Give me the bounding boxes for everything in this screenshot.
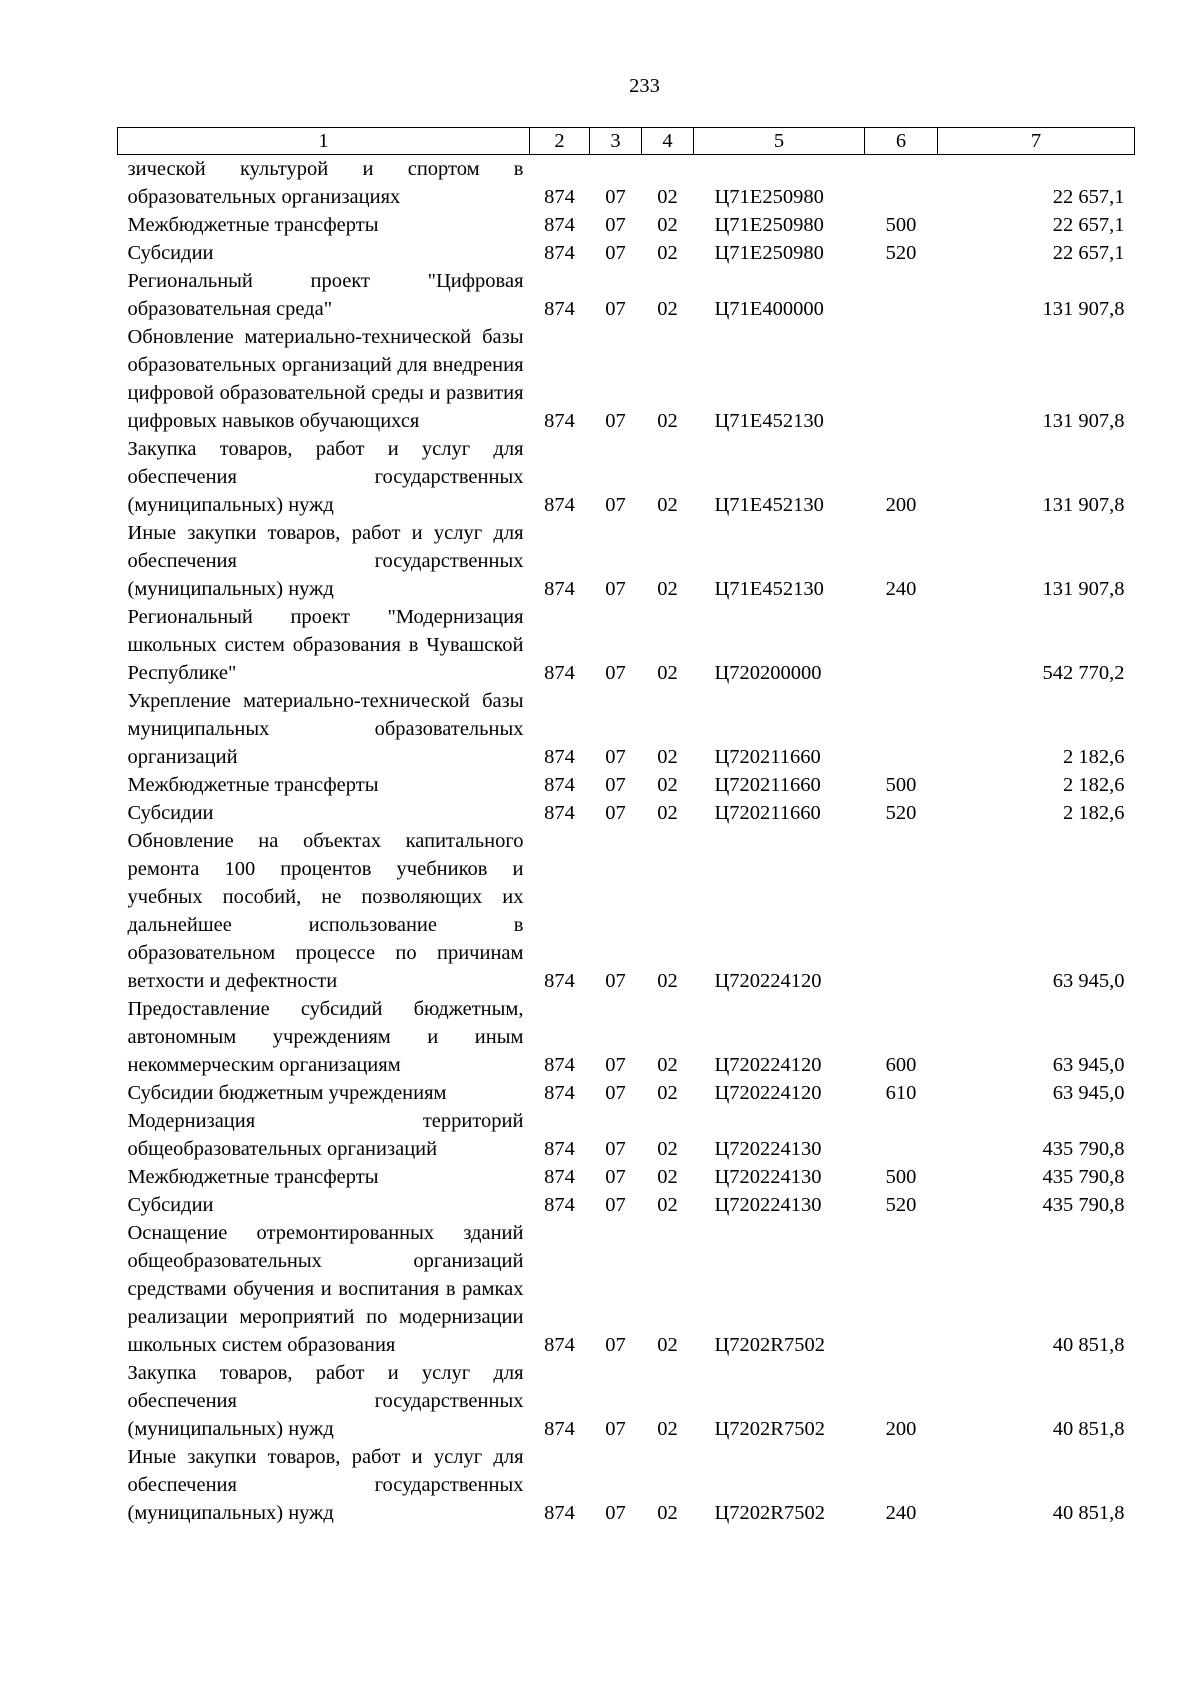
row-admin-code: 874 xyxy=(544,186,575,208)
row-expense-type: 500 xyxy=(885,1166,917,1188)
row-target-code: Ц720224130 xyxy=(714,1138,822,1160)
row-name: Иные закупки товаров, работ и услуг для обеспечения государственных (муниципальных) нужд xyxy=(127,1446,524,1524)
row-amount: 40 851,8 xyxy=(1052,1502,1125,1524)
row-subsection: 02 xyxy=(657,970,678,992)
row-subsection: 02 xyxy=(657,774,678,796)
row-section: 07 xyxy=(605,1418,626,1440)
row-admin-code: 874 xyxy=(544,970,575,992)
row-target-code: Ц720200000 xyxy=(714,662,822,684)
row-section: 07 xyxy=(605,1138,626,1160)
row-section: 07 xyxy=(605,802,626,824)
row-amount: 63 945,0 xyxy=(1052,970,1125,992)
table-row xyxy=(118,1079,1135,1107)
row-subsection: 02 xyxy=(657,186,678,208)
column-header-3: 3 xyxy=(590,128,642,155)
row-amount: 435 790,8 xyxy=(1042,1138,1125,1160)
row-name: Региональный проект "Модернизация школьных систем образования в Чувашской Республике" xyxy=(127,606,524,684)
row-subsection: 02 xyxy=(657,1502,678,1524)
row-amount: 435 790,8 xyxy=(1042,1166,1125,1188)
row-section: 07 xyxy=(605,1082,626,1104)
row-subsection: 02 xyxy=(657,578,678,600)
row-admin-code: 874 xyxy=(544,1334,575,1356)
row-admin-code: 874 xyxy=(544,410,575,432)
row-expense-type: 610 xyxy=(885,1082,917,1104)
table-row xyxy=(118,1163,1135,1191)
row-expense-type: 500 xyxy=(885,774,917,796)
column-header-2: 2 xyxy=(530,128,590,155)
row-expense-type: 500 xyxy=(885,214,917,236)
row-expense-type: 520 xyxy=(885,802,917,824)
row-amount: 22 657,1 xyxy=(1052,242,1125,264)
row-admin-code: 874 xyxy=(544,1418,575,1440)
row-amount: 131 907,8 xyxy=(1042,298,1125,320)
row-section: 07 xyxy=(605,298,626,320)
table-row xyxy=(118,995,1135,1079)
row-name: Субсидии xyxy=(127,802,214,824)
row-name: Закупка товаров, работ и услуг для обеспечения государственных (муниципальных) нужд xyxy=(127,438,524,516)
row-section: 07 xyxy=(605,494,626,516)
row-amount: 40 851,8 xyxy=(1052,1418,1125,1440)
row-expense-type: 240 xyxy=(885,1502,917,1524)
row-subsection: 02 xyxy=(657,1082,678,1104)
row-target-code: Ц720224120 xyxy=(714,1054,822,1076)
row-admin-code: 874 xyxy=(544,242,575,264)
row-name: Межбюджетные трансферты xyxy=(127,774,379,796)
page-number: 233 xyxy=(629,75,660,97)
row-target-code: Ц720211660 xyxy=(714,774,821,796)
row-subsection: 02 xyxy=(657,1194,678,1216)
row-section: 07 xyxy=(605,214,626,236)
column-header-5: 5 xyxy=(694,128,865,155)
column-header-7: 7 xyxy=(938,128,1135,155)
row-expense-type xyxy=(865,687,938,771)
table-row xyxy=(118,1359,1135,1443)
row-subsection: 02 xyxy=(657,1138,678,1160)
row-amount: 40 851,8 xyxy=(1052,1334,1125,1356)
row-section: 07 xyxy=(605,1166,626,1188)
row-name: Обновление материально-технической базы образовательных организаций для внедрения цифровой образовательной среды и развития цифровых навыков обучающихся xyxy=(127,326,524,432)
row-section: 07 xyxy=(605,242,626,264)
row-target-code: Ц720211660 xyxy=(714,802,821,824)
table-row xyxy=(118,155,1135,212)
table-row xyxy=(118,239,1135,267)
row-target-code: Ц71Е452130 xyxy=(714,578,824,600)
row-target-code: Ц720211660 xyxy=(714,746,821,768)
row-expense-type xyxy=(865,323,938,435)
row-amount: 2 182,6 xyxy=(1063,774,1125,796)
row-target-code: Ц71Е250980 xyxy=(714,242,824,264)
row-amount: 435 790,8 xyxy=(1042,1194,1125,1216)
row-admin-code: 874 xyxy=(544,1138,575,1160)
row-target-code: Ц7202R7502 xyxy=(714,1418,825,1440)
row-target-code: Ц71Е452130 xyxy=(714,410,824,432)
row-section: 07 xyxy=(605,578,626,600)
table-row xyxy=(118,267,1135,323)
row-amount: 131 907,8 xyxy=(1042,410,1125,432)
row-name: Модернизация территорий общеобразовательных организаций xyxy=(127,1110,524,1160)
row-name: Обновление на объектах капитального ремонта 100 процентов учебников и учебных пособий, не позволяющих их дальнейшее использование в образовательном процессе по причинам ветхости и дефектности xyxy=(127,830,524,992)
row-admin-code: 874 xyxy=(544,1194,575,1216)
row-subsection: 02 xyxy=(657,662,678,684)
row-target-code: Ц71Е452130 xyxy=(714,494,824,516)
row-section: 07 xyxy=(605,774,626,796)
column-header-4: 4 xyxy=(642,128,694,155)
row-subsection: 02 xyxy=(657,410,678,432)
row-expense-type xyxy=(865,267,938,323)
row-expense-type xyxy=(865,155,938,212)
row-admin-code: 874 xyxy=(544,662,575,684)
table-row xyxy=(118,323,1135,435)
table-body xyxy=(118,155,1135,1528)
row-subsection: 02 xyxy=(657,1418,678,1440)
row-subsection: 02 xyxy=(657,242,678,264)
row-amount: 63 945,0 xyxy=(1052,1082,1125,1104)
row-name: Предоставление субсидий бюджетным, автономным учреждениям и иным некоммерческим организациям xyxy=(127,998,524,1076)
row-target-code: Ц720224120 xyxy=(714,1082,822,1104)
row-section: 07 xyxy=(605,186,626,208)
table-row xyxy=(118,1219,1135,1359)
row-name: Региональный проект "Цифровая образовательная среда" xyxy=(127,270,524,320)
row-name: Иные закупки товаров, работ и услуг для обеспечения государственных (муниципальных) нужд xyxy=(127,522,524,600)
row-amount: 2 182,6 xyxy=(1063,746,1125,768)
row-admin-code: 874 xyxy=(544,298,575,320)
table-header-row xyxy=(118,128,1135,155)
row-target-code: Ц71Е400000 xyxy=(714,298,824,320)
row-target-code: Ц720224120 xyxy=(714,970,822,992)
row-subsection: 02 xyxy=(657,802,678,824)
row-subsection: 02 xyxy=(657,298,678,320)
table-row xyxy=(118,211,1135,239)
row-subsection: 02 xyxy=(657,746,678,768)
table-row xyxy=(118,799,1135,827)
row-section: 07 xyxy=(605,1054,626,1076)
row-target-code: Ц7202R7502 xyxy=(714,1502,825,1524)
row-admin-code: 874 xyxy=(544,746,575,768)
row-name: Оснащение отремонтированных зданий общеобразовательных организаций средствами обучения и воспитания в рамках реализации мероприятий по модернизации школьных систем образования xyxy=(127,1222,524,1356)
row-name: Субсидии бюджетным учреждениям xyxy=(127,1082,447,1104)
row-admin-code: 874 xyxy=(544,1082,575,1104)
row-expense-type xyxy=(865,603,938,687)
row-target-code: Ц71Е250980 xyxy=(714,214,824,236)
row-subsection: 02 xyxy=(657,1166,678,1188)
row-section: 07 xyxy=(605,746,626,768)
table-row xyxy=(118,1443,1135,1527)
row-name: Межбюджетные трансферты xyxy=(127,214,379,236)
row-target-code: Ц71Е250980 xyxy=(714,186,824,208)
row-expense-type: 200 xyxy=(885,1418,917,1440)
table-row xyxy=(118,603,1135,687)
row-name: Межбюджетные трансферты xyxy=(127,1166,379,1188)
table-row xyxy=(118,1191,1135,1219)
row-section: 07 xyxy=(605,410,626,432)
row-amount: 22 657,1 xyxy=(1052,186,1125,208)
row-expense-type: 600 xyxy=(885,1054,917,1076)
row-section: 07 xyxy=(605,970,626,992)
row-expense-type xyxy=(865,1219,938,1359)
row-admin-code: 874 xyxy=(544,1166,575,1188)
row-subsection: 02 xyxy=(657,1334,678,1356)
row-expense-type xyxy=(865,1107,938,1163)
row-target-code: Ц7202R7502 xyxy=(714,1334,825,1356)
table-header xyxy=(118,128,1135,155)
table-row xyxy=(118,771,1135,799)
row-name: Субсидии xyxy=(127,242,214,264)
budget-table xyxy=(117,127,1135,1527)
row-admin-code: 874 xyxy=(544,1054,575,1076)
row-section: 07 xyxy=(605,1194,626,1216)
row-admin-code: 874 xyxy=(544,774,575,796)
row-name: Субсидии xyxy=(127,1194,214,1216)
row-expense-type: 520 xyxy=(885,242,917,264)
row-subsection: 02 xyxy=(657,214,678,236)
row-amount: 131 907,8 xyxy=(1042,578,1125,600)
table-row xyxy=(118,1107,1135,1163)
row-name: Укрепление материально-технической базы муниципальных образовательных организаций xyxy=(127,690,524,768)
row-amount: 22 657,1 xyxy=(1052,214,1125,236)
row-target-code: Ц720224130 xyxy=(714,1166,822,1188)
row-admin-code: 874 xyxy=(544,802,575,824)
row-name: Закупка товаров, работ и услуг для обеспечения государственных (муниципальных) нужд xyxy=(127,1362,524,1440)
row-section: 07 xyxy=(605,662,626,684)
row-amount: 2 182,6 xyxy=(1063,802,1125,824)
table-row xyxy=(118,687,1135,771)
column-header-6: 6 xyxy=(865,128,938,155)
row-section: 07 xyxy=(605,1334,626,1356)
row-admin-code: 874 xyxy=(544,1502,575,1524)
row-name: зической культурой и спортом в образовательных организациях xyxy=(127,158,524,208)
row-expense-type: 240 xyxy=(885,578,917,600)
row-admin-code: 874 xyxy=(544,214,575,236)
table-row xyxy=(118,435,1135,519)
table-row xyxy=(118,827,1135,995)
row-section: 07 xyxy=(605,1502,626,1524)
row-expense-type: 200 xyxy=(885,494,917,516)
row-amount: 131 907,8 xyxy=(1042,494,1125,516)
column-header-1: 1 xyxy=(118,128,530,155)
row-subsection: 02 xyxy=(657,1054,678,1076)
row-expense-type: 520 xyxy=(885,1194,917,1216)
row-target-code: Ц720224130 xyxy=(714,1194,822,1216)
row-subsection: 02 xyxy=(657,494,678,516)
row-expense-type xyxy=(865,827,938,995)
row-admin-code: 874 xyxy=(544,494,575,516)
table-row xyxy=(118,519,1135,603)
row-admin-code: 874 xyxy=(544,578,575,600)
row-amount: 542 770,2 xyxy=(1042,662,1125,684)
row-amount: 63 945,0 xyxy=(1052,1054,1125,1076)
